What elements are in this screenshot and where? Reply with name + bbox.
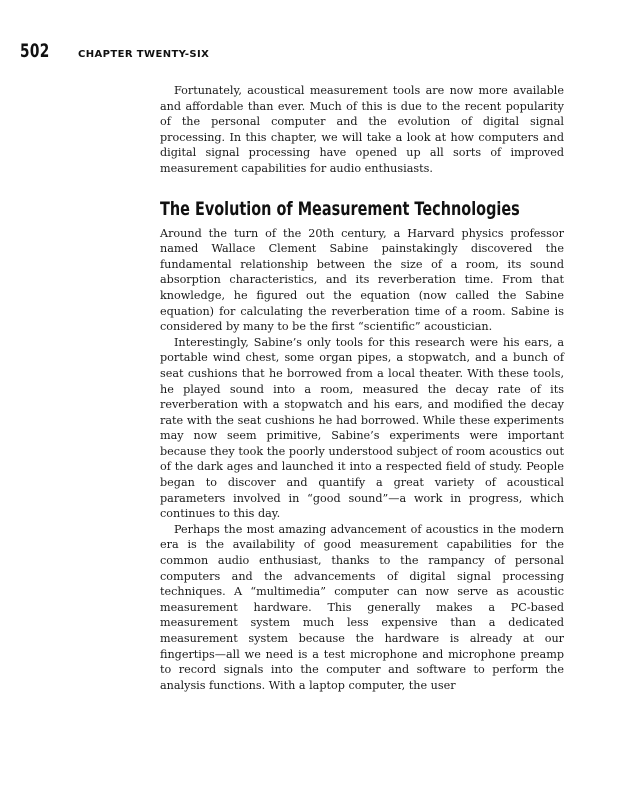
page-number: 502 xyxy=(20,40,50,62)
section-heading: The Evolution of Measurement Technologies xyxy=(160,197,520,220)
paragraph-1: Around the turn of the 20th century, a Harvard physics professor named Wallace Clement Sabine painstakingly discovered the fundamental relationship between the size of a room, its sound absorption characteristics, and its reverberation time. From that knowledge, he figured out the equation (now called the Sabine equation) for calculating the reverberation time of a room. Sabine is considered by many to be the first “scientific” acoustician. xyxy=(160,226,564,334)
running-header xyxy=(20,40,209,62)
paragraph-2: Interestingly, Sabine’s only tools for this research were his ears, a portable wind chest, some organ pipes, a stopwatch, and a bunch of seat cushions that he borrowed from a local theater. With these tools, he played sound into a room, measured the decay rate of its reverberation with a stopwatch and his ears, and modified the decay rate with the seat cushions he had borrowed. While these experiments may now seem primitive, Sabine’s experiments were important because they took the poorly understood subject of room acoustics out of the dark ages and launched it into a respected field of study. People began to discover and quantify a great variety of acoustical parameters involved in “good sound”—a work in progress, which continues to this day. xyxy=(160,335,564,521)
intro-paragraph: Fortunately, acoustical measurement tools are now more available and affordable than ever. Much of this is due to the recent popularity of the personal computer and the evolution of digital signal processing. In this chapter, we will take a look at how computers and digital signal processing have opened up all sorts of improved measurement capabilities for audio enthusiasts. xyxy=(160,84,564,175)
paragraph-3: Perhaps the most amazing advancement of acoustics in the modern era is the availability of good measurement capabilities for the common audio enthusiast, thanks to the rampancy of personal computers and the advancements of digital signal processing techniques. A “multimedia” computer can now serve as acoustic measurement hardware. This generally makes a PC-based measurement system much less expensive than a dedicated measurement system because the hardware is already at our fingertips—all we need is a test microphone and microphone preamp to record signals into the computer and software to perform the analysis functions. With a laptop computer, the user xyxy=(160,522,564,692)
chapter-title: CHAPTER TWENTY-SIX xyxy=(78,49,210,60)
body-text xyxy=(160,83,564,693)
